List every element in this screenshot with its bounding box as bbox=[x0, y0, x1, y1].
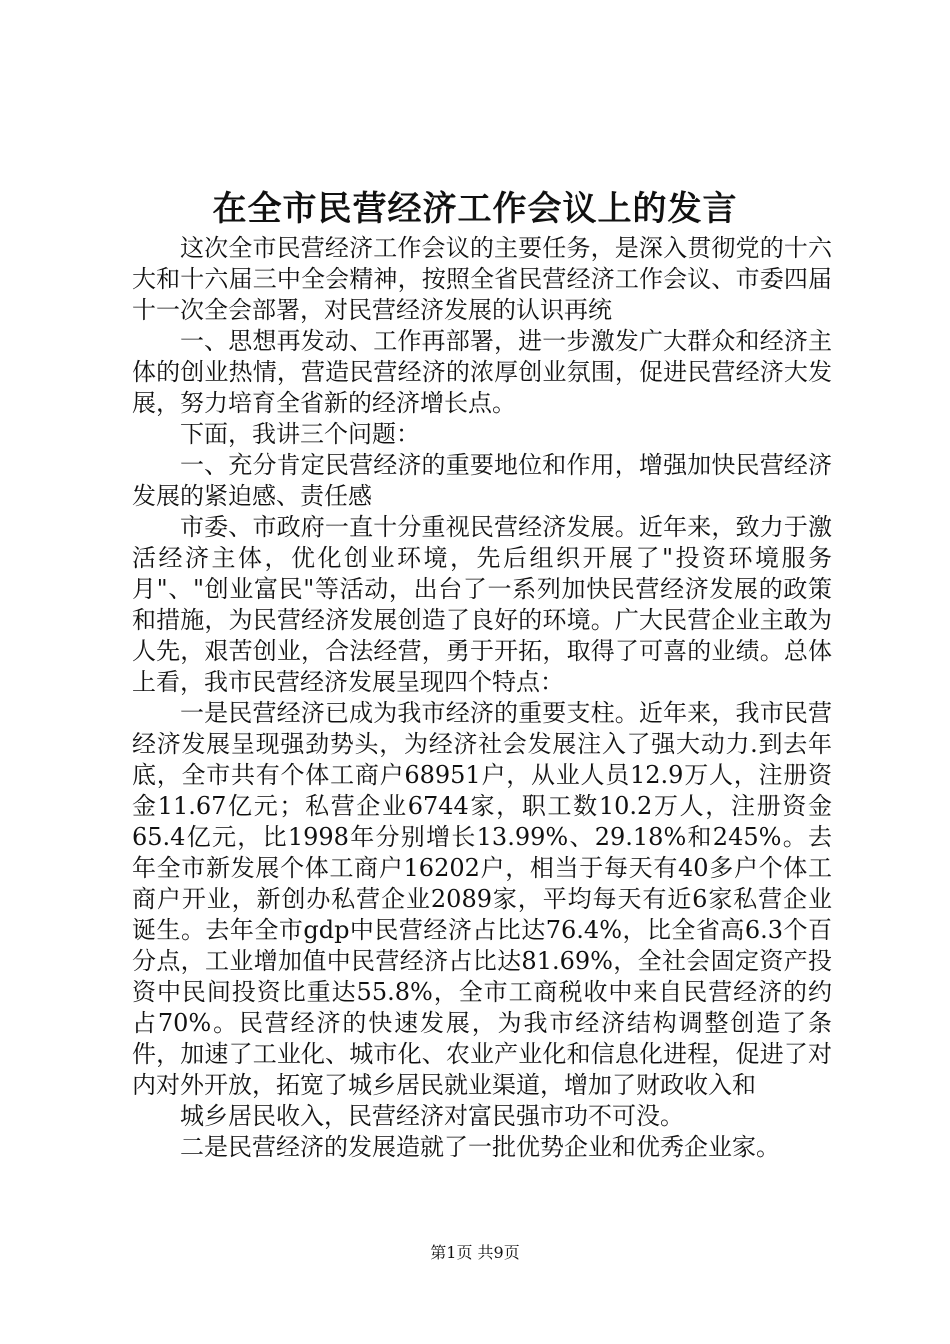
document-body bbox=[132, 233, 832, 1163]
paragraph: 下面，我讲三个问题： bbox=[180, 420, 420, 448]
paragraph: 城乡居民收入，民营经济对富民强市功不可没。 bbox=[180, 1102, 684, 1130]
paragraph: 一、思想再发动、工作再部署，进一步激发广大群众和经济主体的创业热情，营造民营经济的浓厚创业氛围，促进民营经济大发展，努力培育全省新的经济增长点。 bbox=[132, 327, 832, 417]
paragraph: 一是民营经济已成为我市经济的重要支柱。近年来，我市民营经济发展呈现强劲势头，为经济社会发展注入了强大动力.到去年底，全市共有个体工商户68951户，从业人员12.9万人，注册资金11.67亿元；私营企业6744家，职工数10.2万人，注册资金65.4亿元，比1998年分别增长13.99%、29.18%和245%。去年全市新发展个体工商户16202户，相当于每天有40多户个体工商户开业，新创办私营企业2089家，平均每天有近6家私营企业诞生。去年全市gdp中民营经济占比达76.4%，比全省高6.3个百分点，工业增加值中民营经济占比达81.69%，全社会固定资产投资中民间投资比重达55.8%，全市工商税收中来自民营经济的约占70%。民营经济的快速发展，为我市经济结构调整创造了条件，加速了工业化、城市化、农业产业化和信息化进程，促进了对内对外开放，拓宽了城乡居民就业渠道，增加了财政收入和 bbox=[132, 699, 832, 1099]
paragraph: 二是民营经济的发展造就了一批优势企业和优秀企业家。 bbox=[180, 1133, 780, 1161]
document-title: 在全市民营经济工作会议上的发言 bbox=[212, 189, 738, 229]
paragraph: 一、充分肯定民营经济的重要地位和作用，增强加快民营经济发展的紧迫感、责任感 bbox=[132, 451, 832, 510]
paragraph: 这次全市民营经济工作会议的主要任务，是深入贯彻党的十六大和十六届三中全会精神，按照全省民营经济工作会议、市委四届十一次全会部署，对民营经济发展的认识再统 bbox=[132, 234, 832, 324]
page-footer: 第1页 共9页 bbox=[430, 1243, 520, 1262]
paragraph: 市委、市政府一直十分重视民营经济发展。近年来，致力于激活经济主体，优化创业环境，先后组织开展了"投资环境服务月"、"创业富民"等活动，出台了一系列加快民营经济发展的政策和措施，为民营经济发展创造了良好的环境。广大民营企业主敢为人先，艰苦创业，合法经营，勇于开拓，取得了可喜的业绩。总体上看，我市民营经济发展呈现四个特点： bbox=[132, 513, 832, 696]
